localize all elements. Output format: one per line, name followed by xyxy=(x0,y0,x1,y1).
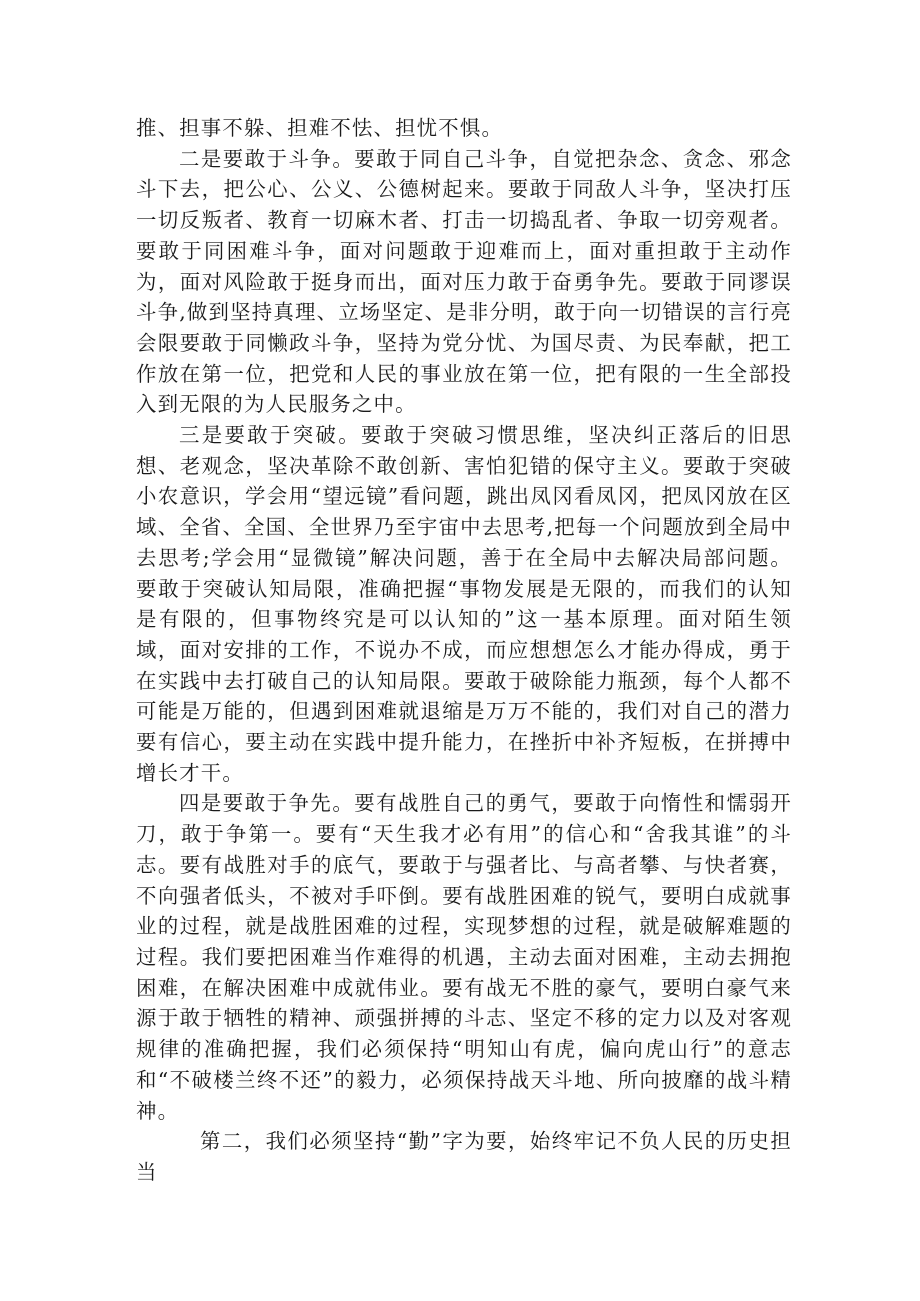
document-body xyxy=(136,113,792,1188)
paragraph-dare-to-struggle: 二是要敢于斗争。要敢于同自己斗争，自觉把杂念、贪念、邪念斗下去，把公心、公义、公德树起来。要敢于同敌人斗争，坚决打压一切反叛者、教育一切麻木者、打击一切捣乱者、争取一切旁观者。要敢于同困难斗争，面对问题敢于迎难而上，面对重担敢于主动作为，面对风险敢于挺身而出，面对压力敢于奋勇争先。要敢于同谬误斗争,做到坚持真理、立场坚定、是非分明，敢于向一切错误的言行亮会限要敢于同懒政斗争，坚持为党分忧、为国尽责、为民奉献，把工作放在第一位，把党和人民的事业放在第一位，把有限的一生全部投入到无限的为人民服务之中。 xyxy=(136,146,792,417)
paragraph-dare-to-breakthrough: 三是要敢于突破。要敢于突破习惯思维，坚决纠正落后的旧思想、老观念，坚决革除不敢创新、害怕犯错的保守主义。要敢于突破小农意识，学会用“望远镜”看问题，跳出凤冈看凤冈，把凤冈放在区域、全省、全国、全世界乃至宇宙中去思考,把每一个问题放到全局中去思考;学会用“显微镜”解决问题，善于在全局中去解决局部问题。要敢于突破认知局限，准确把握“事物发展是无限的，而我们的认知是有限的，但事物终究是可以认知的”这一基本原理。面对陌生领域，面对安排的工作，不说办不成，而应想想怎么才能办得成，勇于在实践中去打破自己的认知局限。要敢于破除能力瓶颈，每个人都不可能是万能的，但遇到困难就退缩是万万不能的，我们对自己的潜力要有信心，要主动在实践中提升能力，在挫折中补齐短板，在拼搏中增长才干。 xyxy=(136,423,792,785)
paragraph-dare-to-strive-first: 四是要敢于争先。要有战胜自己的勇气，要敢于向惰性和懦弱开刀，敢于争第一。要有“天生我才必有用”的信心和“舍我其谁”的斗志。要有战胜对手的底气，要敢于与强者比、与高者攀、与快者赛，不向强者低头，不被对手吓倒。要有战胜困难的锐气，要明白成就事业的过程，就是战胜困难的过程，实现梦想的过程，就是破解难题的过程。我们要把困难当作难得的机遇，主动去面对困难，主动去拥抱困难，在解决困难中成就伟业。要有战无不胜的豪气，要明白豪气来源于敢于牺牲的精神、顽强拼搏的斗志、坚定不移的定力以及对客观规律的准确把握，我们必须保持“明知山有虎，偏向虎山行”的意志和“不破楼兰终不还”的毅力，必须保持战天斗地、所向披靡的战斗精神。 xyxy=(136,791,792,1123)
paragraph-continuation: 推、担事不躲、担难不怯、担忧不惧。 xyxy=(136,116,504,140)
paragraph-section-two-heading: 第二，我们必须坚持“勤”字为要，始终牢记不负人民的历史担当 xyxy=(136,1129,792,1184)
